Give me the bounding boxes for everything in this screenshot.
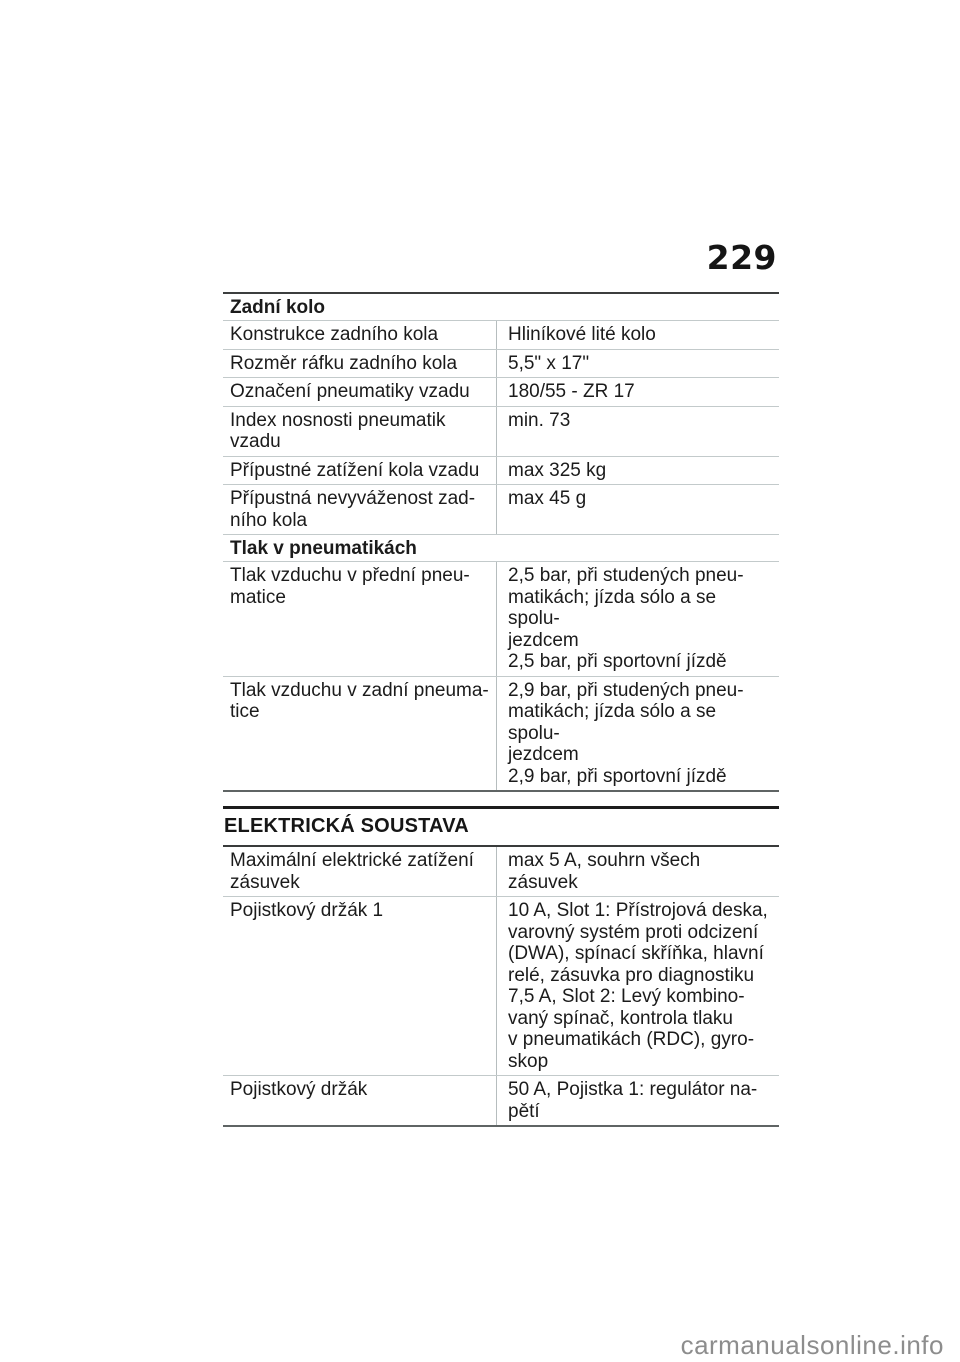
rear-wheel-label-line: Tlak vzduchu v přední pneu- <box>230 565 470 586</box>
electrical-value-line: max 5 A, souhrn všech zásuvek <box>508 850 701 893</box>
rear-wheel-section-header-line: Tlak v pneumatikách <box>230 538 417 559</box>
rear-wheel-label <box>223 677 497 791</box>
electrical-value <box>497 847 779 896</box>
rear-wheel-label-line: Označení pneumatiky vzadu <box>230 381 470 402</box>
electrical-value-line: skop <box>508 1050 549 1072</box>
rear-wheel-value-line: min. 73 <box>508 409 571 431</box>
electrical-label-line: Pojistkový držák <box>230 1079 368 1100</box>
rear-wheel-row <box>223 485 779 535</box>
rear-wheel-label <box>223 350 497 378</box>
rear-wheel-row <box>223 562 779 677</box>
electrical-label <box>223 1076 497 1125</box>
electrical-value-line: (DWA), spínací skříňka, hlavní <box>508 943 764 964</box>
rear-wheel-label <box>223 378 497 406</box>
electrical-label-line: Pojistkový držák 1 <box>230 900 384 921</box>
rear-wheel-label-line: Index nosnosti pneumatik <box>230 409 446 431</box>
electrical-value <box>497 1076 779 1125</box>
rear-wheel-value-line: 180/55 - ZR 17 <box>508 381 635 402</box>
rear-wheel-label <box>223 485 497 534</box>
rear-wheel-label <box>223 407 497 456</box>
rear-wheel-value-line: max 45 g <box>508 488 587 509</box>
rear-wheel-value-line: 5,5" x 17" <box>508 352 590 374</box>
rear-wheel-value <box>497 407 779 456</box>
rear-wheel-label <box>223 562 497 676</box>
electrical-label-line: Maximální elektrické zatížení <box>230 850 474 871</box>
electrical-value-line: 7,5 A, Slot 2: Levý kombino- <box>508 986 745 1007</box>
electrical-value-line: varovný systém proti odcizení <box>508 921 759 943</box>
rear-wheel-label-line: vzadu <box>230 431 281 452</box>
rear-wheel-row <box>223 350 779 379</box>
electrical-value-line: relé, zásuvka pro diagnostiku <box>508 964 755 986</box>
electrical-system-heading: ELEKTRICKÁ SOUSTAVA <box>223 806 779 847</box>
rear-wheel-label-line: tice <box>230 701 260 722</box>
rear-wheel-row <box>223 378 779 407</box>
rear-wheel-row <box>223 677 779 793</box>
rear-wheel-value-line: jezdcem <box>508 629 579 651</box>
rear-wheel-value-line: max 325 kg <box>508 459 607 481</box>
rear-wheel-label <box>223 457 497 485</box>
electrical-label-line: zásuvek <box>230 871 300 893</box>
rear-wheel-value-line: matikách; jízda sólo a se spolu- <box>508 701 717 744</box>
rear-wheel-label-line: Přípustné zatížení kola vzadu <box>230 459 480 481</box>
rear-wheel-row <box>223 457 779 486</box>
rear-wheel-value <box>497 457 779 485</box>
rear-wheel-value-line: jezdcem <box>508 744 579 765</box>
electrical-value-line: 10 A, Slot 1: Přístrojová deska, <box>508 900 768 921</box>
rear-wheel-value <box>497 378 779 406</box>
rear-wheel-label-line: Přípustná nevyváženost zad- <box>230 488 476 509</box>
rear-wheel-label-line: Tlak vzduchu v zadní pneuma- <box>230 679 489 701</box>
rear-wheel-spec-table <box>223 292 779 792</box>
rear-wheel-label-line: matice <box>230 586 286 608</box>
rear-wheel-section-header <box>223 294 331 320</box>
rear-wheel-label-line: Rozměr ráfku zadního kola <box>230 352 458 374</box>
electrical-row <box>223 1076 779 1127</box>
rear-wheel-row <box>223 535 779 562</box>
electrical-label <box>223 897 497 1075</box>
electrical-spec-table <box>223 847 779 1127</box>
rear-wheel-value <box>497 562 779 676</box>
rear-wheel-value-line: 2,9 bar, při sportovní jízdě <box>508 765 727 787</box>
electrical-value <box>497 897 779 1075</box>
electrical-value-line: v pneumatikách (RDC), gyro- <box>508 1029 755 1050</box>
electrical-row <box>223 897 779 1076</box>
electrical-value-line: vaný spínač, kontrola tlaku <box>508 1007 733 1029</box>
rear-wheel-label <box>223 321 497 349</box>
rear-wheel-value-line: 2,5 bar, při sportovní jízdě <box>508 651 727 672</box>
watermark-text: carmanualsonline.info <box>680 1330 944 1360</box>
rear-wheel-row <box>223 407 779 457</box>
electrical-value-line: 50 A, Pojistka 1: regulátor na- <box>508 1079 758 1100</box>
electrical-label <box>223 847 497 896</box>
rear-wheel-value-line: Hliníkové lité kolo <box>508 324 656 345</box>
electrical-row <box>223 847 779 897</box>
electrical-value-line: pětí <box>508 1100 540 1122</box>
rear-wheel-row <box>223 321 779 350</box>
rear-wheel-label-line: Konstrukce zadního kola <box>230 324 439 345</box>
page-content <box>223 292 779 1127</box>
rear-wheel-value <box>497 677 779 791</box>
rear-wheel-value <box>497 485 779 534</box>
rear-wheel-section-header <box>223 535 423 561</box>
rear-wheel-section-header-line: Zadní kolo <box>230 297 325 318</box>
rear-wheel-value <box>497 350 779 378</box>
rear-wheel-value-line: 2,9 bar, při studených pneu- <box>508 679 744 701</box>
rear-wheel-row <box>223 294 779 321</box>
rear-wheel-value <box>497 321 779 349</box>
rear-wheel-value-line: 2,5 bar, při studených pneu- <box>508 565 744 586</box>
page-number: 229 <box>706 238 777 277</box>
rear-wheel-value-line: matikách; jízda sólo a se spolu- <box>508 586 717 629</box>
rear-wheel-label-line: ního kola <box>230 509 308 531</box>
